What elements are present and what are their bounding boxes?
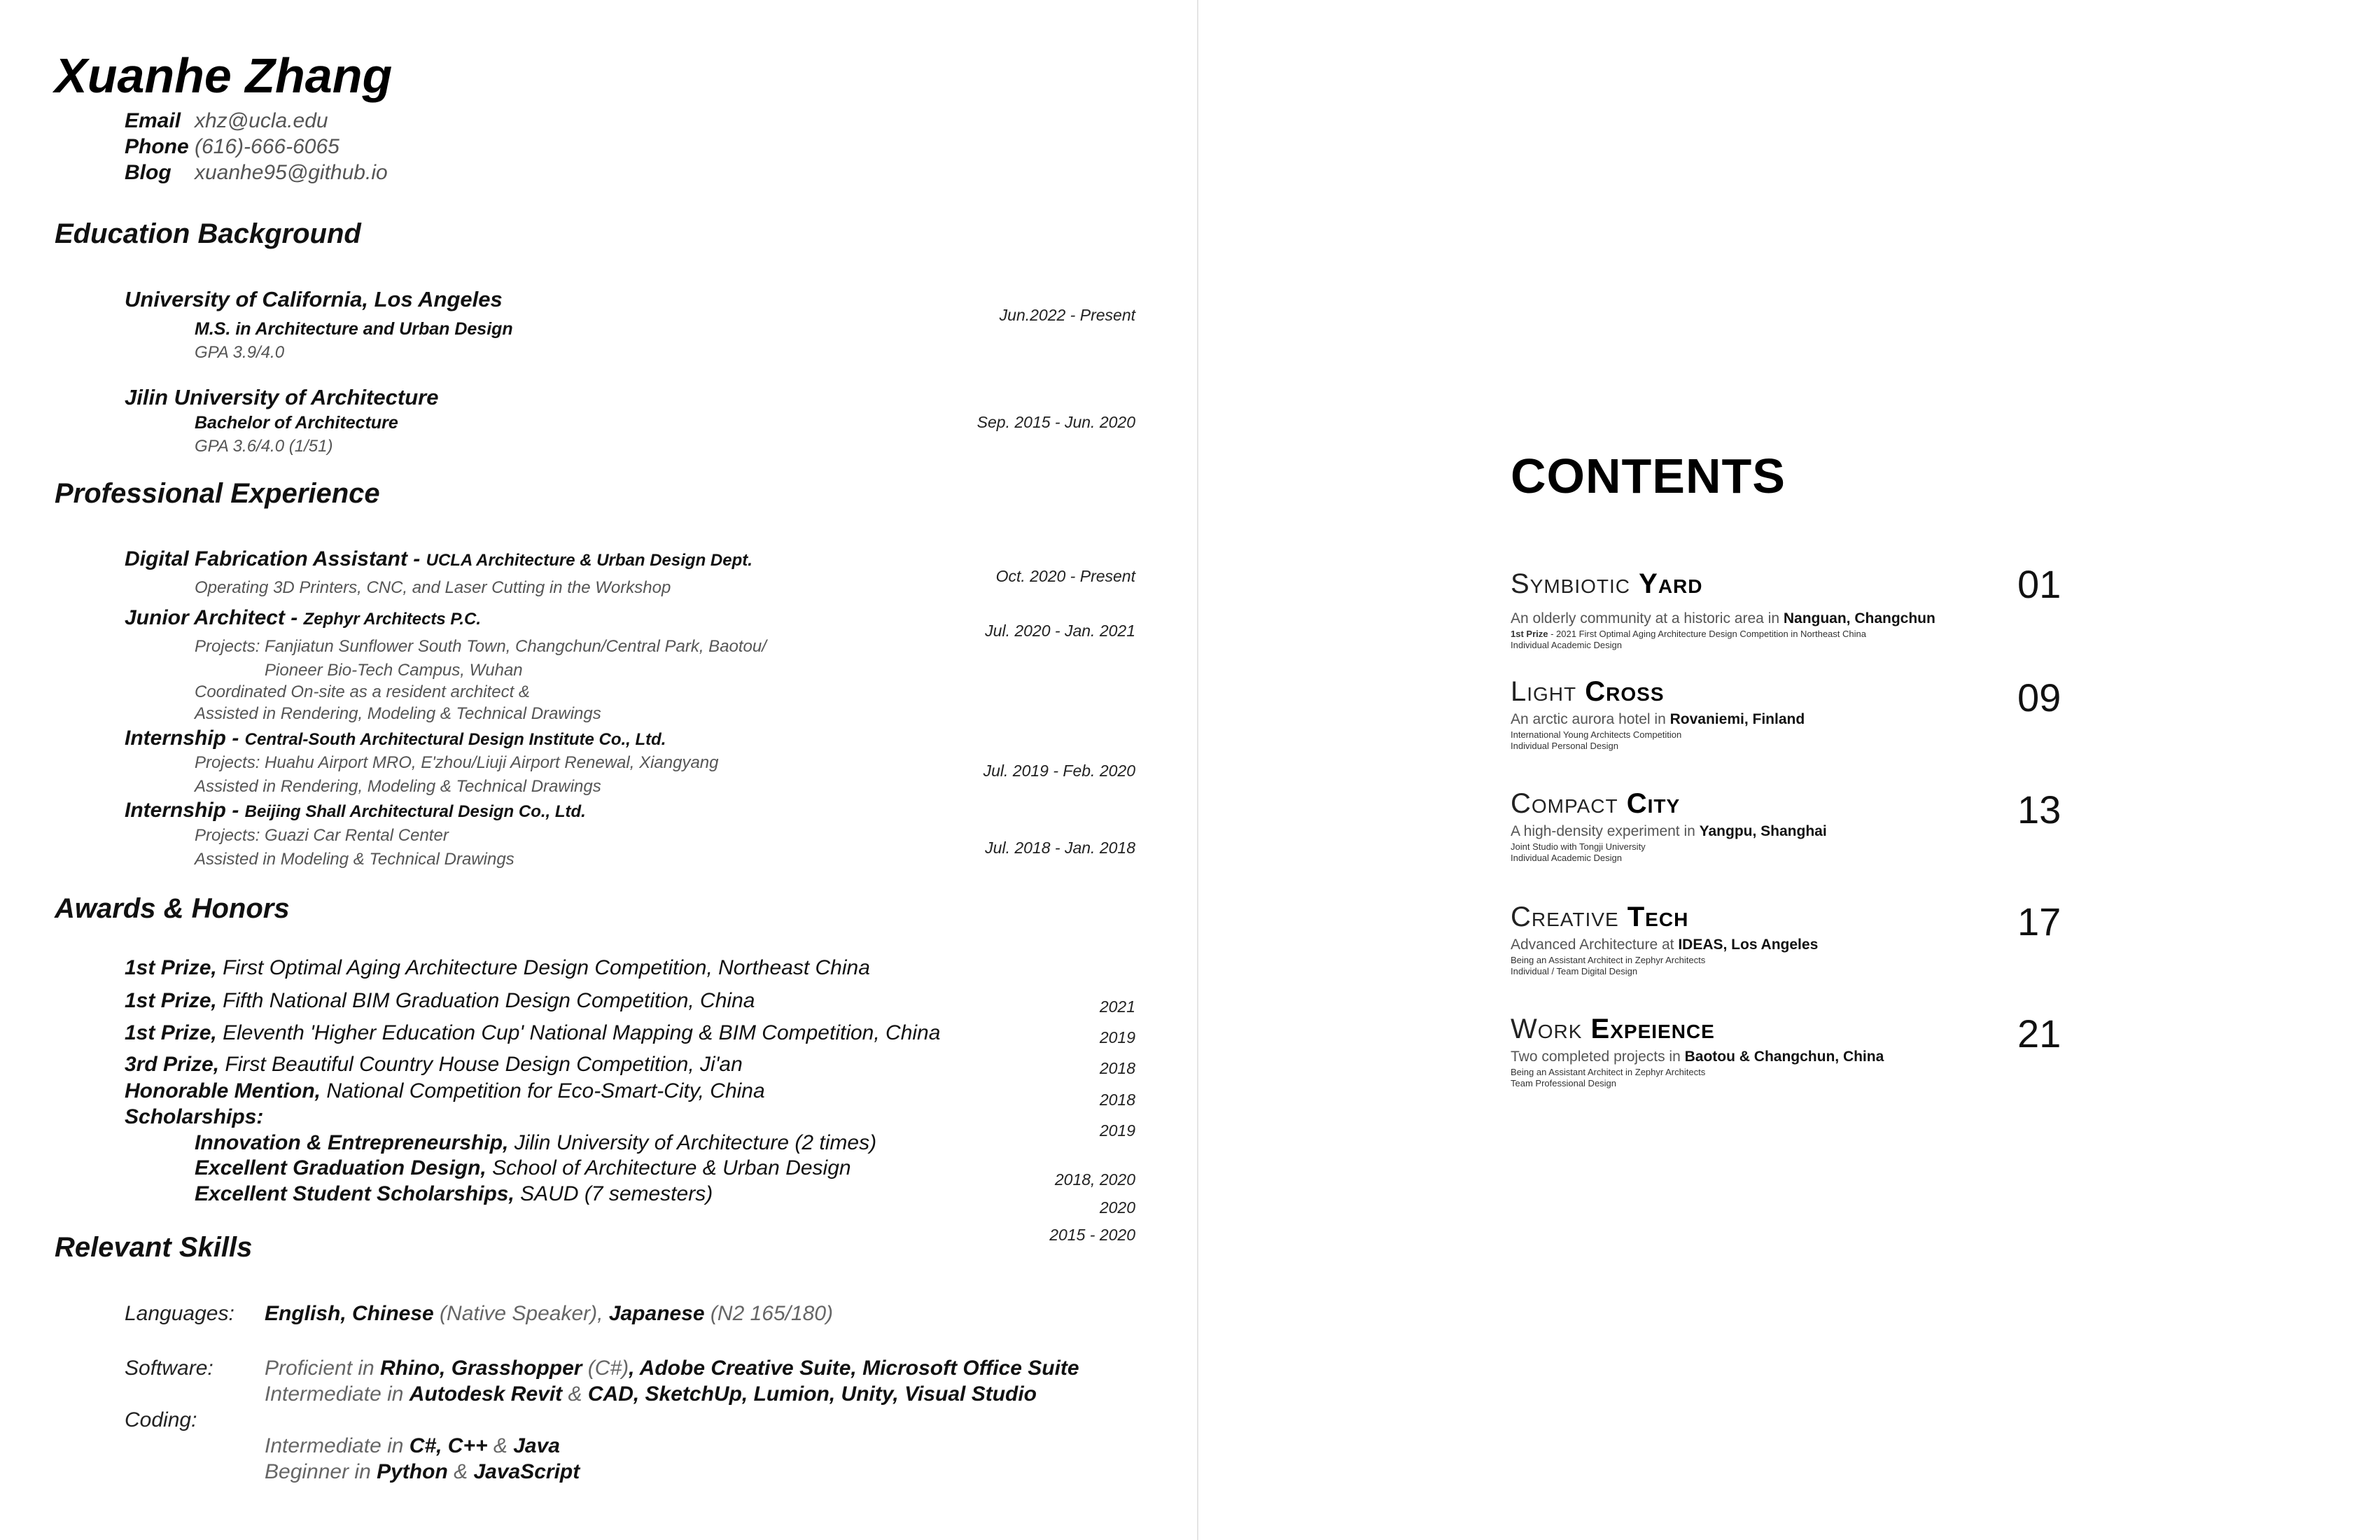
award-prize: 1st Prize, xyxy=(125,989,217,1012)
education-gpa: GPA 3.6/4.0 (1/51) xyxy=(195,437,333,456)
experience-entry xyxy=(125,547,752,571)
award-text: National Competition for Eco-Smart-City, China xyxy=(321,1079,765,1102)
experience-detail: Assisted in Rendering, Modeling & Technical Drawings xyxy=(195,704,601,723)
scholarship-name: Innovation & Entrepreneurship, xyxy=(195,1131,509,1154)
software-value: Proficient in Rhino, Grasshopper (C#), Adobe Creative Suite, Microsoft Office Suite xyxy=(265,1357,1079,1380)
education-school: Jilin University of Architecture xyxy=(125,385,439,410)
award-item xyxy=(125,989,755,1013)
education-degree: M.S. in Architecture and Urban Design xyxy=(195,319,513,339)
experience-org: Zephyr Architects P.C. xyxy=(303,610,482,629)
experience-role: Junior Architect - xyxy=(125,606,304,629)
scholarships-label: Scholarships: xyxy=(125,1105,264,1128)
contact-email-label: Email xyxy=(125,109,181,132)
award-date: 2018 xyxy=(1099,1059,1135,1077)
contents-item-note: Individual Academic Design xyxy=(1511,640,1622,650)
education-gpa: GPA 3.9/4.0 xyxy=(195,343,285,362)
experience-role: Digital Fabrication Assistant - xyxy=(125,547,426,570)
experience-date: Jul. 2018 - Jan. 2018 xyxy=(985,839,1135,857)
scholarship-name: Excellent Graduation Design, xyxy=(195,1156,486,1180)
experience-role: Internship - xyxy=(125,727,245,750)
coding-label: Coding: xyxy=(125,1408,197,1432)
award-date: 2018 xyxy=(1099,1091,1135,1109)
scholarship-text: School of Architecture & Urban Design xyxy=(486,1156,851,1180)
contents-item-page: 01 xyxy=(2017,562,2062,606)
award-date: 2020 xyxy=(1099,1198,1135,1217)
contents-item-title[interactable]: Creative Tech xyxy=(1511,902,1689,932)
contents-item-subtitle: An olderly community at a historic area in Nanguan, Changchun xyxy=(1511,610,1935,626)
award-date: 2019 xyxy=(1099,1121,1135,1140)
experience-entry xyxy=(125,727,666,750)
software-value: Intermediate in Autodesk Revit & CAD, SketchUp, Lumion, Unity, Visual Studio xyxy=(265,1382,1037,1406)
contents-item-subtitle: A high-density experiment in Yangpu, Shanghai xyxy=(1511,823,1827,839)
contents-heading: CONTENTS xyxy=(1511,449,1786,503)
contents-item-title[interactable]: Compact City xyxy=(1511,788,1681,819)
experience-detail: Projects: Huahu Airport MRO, E'zhou/Liuji Airport Renewal, Xiangyang xyxy=(195,753,719,772)
award-item xyxy=(125,1053,743,1077)
experience-detail: Assisted in Modeling & Technical Drawings xyxy=(195,850,514,869)
contact-phone-value: (616)-666-6065 xyxy=(195,135,340,158)
contents-item-title[interactable]: Symbiotic Yard xyxy=(1511,568,1703,599)
award-date: 2019 xyxy=(1099,1028,1135,1046)
award-text: First Optimal Aging Architecture Design Competition, Northeast China xyxy=(216,956,870,979)
scholarship-item xyxy=(195,1182,713,1206)
contents-item-subtitle: Two completed projects in Baotou & Changchun, China xyxy=(1511,1049,1884,1065)
experience-entry xyxy=(125,606,481,630)
languages-label: Languages: xyxy=(125,1302,234,1325)
education-degree: Bachelor of Architecture xyxy=(195,413,398,433)
contents-item-note: International Young Architects Competition xyxy=(1511,729,1682,740)
award-prize: 3rd Prize, xyxy=(125,1053,220,1076)
skills-heading: Relevant Skills xyxy=(55,1232,253,1263)
experience-detail: Projects: Fanjiatun Sunflower South Town, Changchun/Central Park, Baotou/ xyxy=(195,637,766,656)
award-item xyxy=(125,1079,765,1103)
languages-value: English, Chinese (Native Speaker), Japanese (N2 165/180) xyxy=(265,1302,834,1325)
experience-org: Central-South Architectural Design Institute Co., Ltd. xyxy=(244,730,666,749)
contact-blog-value[interactable]: xuanhe95@github.io xyxy=(195,161,388,184)
contents-item-subtitle: Advanced Architecture at IDEAS, Los Angeles xyxy=(1511,937,1819,953)
contact-email-value[interactable]: xhz@ucla.edu xyxy=(195,109,328,132)
contents-item-page: 17 xyxy=(2017,899,2062,944)
contents-item-note: Joint Studio with Tongji University xyxy=(1511,841,1646,852)
contents-item-note: Individual Personal Design xyxy=(1511,741,1618,751)
experience-detail: Operating 3D Printers, CNC, and Laser Cutting in the Workshop xyxy=(195,578,671,597)
experience-date: Jul. 2019 - Feb. 2020 xyxy=(983,762,1135,780)
award-date: 2018, 2020 xyxy=(1054,1170,1135,1189)
experience-org: UCLA Architecture & Urban Design Dept. xyxy=(426,551,752,570)
award-date: 2021 xyxy=(1099,997,1135,1016)
experience-detail: Pioneer Bio-Tech Campus, Wuhan xyxy=(265,661,523,680)
experience-date: Oct. 2020 - Present xyxy=(995,567,1135,585)
experience-detail: Assisted in Rendering, Modeling & Technical Drawings xyxy=(195,777,601,796)
contents-item-title[interactable]: Work Expeience xyxy=(1511,1014,1715,1044)
experience-role: Internship - xyxy=(125,799,245,822)
contents-item-note: Being an Assistant Architect in Zephyr Architects xyxy=(1511,955,1706,965)
award-item xyxy=(125,1021,940,1045)
resume-name: Xuanhe Zhang xyxy=(55,48,393,103)
scholarship-text: SAUD (7 semesters) xyxy=(514,1182,713,1205)
award-prize: 1st Prize, xyxy=(125,956,217,979)
award-text: Eleventh 'Higher Education Cup' National Mapping & BIM Competition, China xyxy=(216,1021,941,1044)
page-divider xyxy=(1197,0,1198,1540)
contents-item-title[interactable]: Light Cross xyxy=(1511,676,1665,707)
software-label: Software: xyxy=(125,1357,214,1380)
education-heading: Education Background xyxy=(55,218,361,249)
contents-item-note: Individual Academic Design xyxy=(1511,853,1622,863)
coding-value: Beginner in Python & JavaScript xyxy=(265,1460,580,1483)
award-item xyxy=(125,956,870,980)
contact-blog-label: Blog xyxy=(125,161,172,184)
experience-detail: Coordinated On-site as a resident architect & xyxy=(195,682,530,701)
scholarship-item xyxy=(195,1156,851,1180)
scholarship-text: Jilin University of Architecture (2 times) xyxy=(508,1131,877,1154)
experience-entry xyxy=(125,799,586,822)
award-text: First Beautiful Country House Design Competition, Ji'an xyxy=(219,1053,743,1076)
contact-phone-label: Phone xyxy=(125,135,189,158)
contents-item-page: 21 xyxy=(2017,1011,2062,1056)
contents-item-subtitle: An arctic aurora hotel in Rovaniemi, Finland xyxy=(1511,711,1805,727)
scholarship-item xyxy=(195,1131,876,1155)
coding-value: Intermediate in C#, C++ & Java xyxy=(265,1434,560,1457)
contents-item-note: Team Professional Design xyxy=(1511,1078,1617,1088)
education-school: University of California, Los Angeles xyxy=(125,287,503,312)
scholarship-name: Excellent Student Scholarships, xyxy=(195,1182,514,1205)
contents-item-page: 09 xyxy=(2017,676,2062,720)
award-prize: 1st Prize, xyxy=(125,1021,217,1044)
experience-org: Beijing Shall Architectural Design Co., Ltd. xyxy=(244,802,586,821)
experience-date: Jul. 2020 - Jan. 2021 xyxy=(985,622,1135,640)
experience-detail: Projects: Guazi Car Rental Center xyxy=(195,826,449,845)
award-prize: Honorable Mention, xyxy=(125,1079,321,1102)
contents-item-note: Individual / Team Digital Design xyxy=(1511,966,1638,976)
award-date: 2015 - 2020 xyxy=(1049,1226,1135,1244)
contents-item-note: 1st Prize - 2021 First Optimal Aging Architecture Design Competition in Northeast China xyxy=(1511,629,1866,639)
education-date: Jun.2022 - Present xyxy=(999,306,1135,324)
award-text: Fifth National BIM Graduation Design Competition, China xyxy=(216,989,755,1012)
contents-item-page: 13 xyxy=(2017,788,2062,832)
experience-heading: Professional Experience xyxy=(55,478,380,509)
contents-item-note: Being an Assistant Architect in Zephyr Architects xyxy=(1511,1067,1706,1077)
education-date: Sep. 2015 - Jun. 2020 xyxy=(976,413,1135,431)
awards-heading: Awards & Honors xyxy=(55,893,290,924)
